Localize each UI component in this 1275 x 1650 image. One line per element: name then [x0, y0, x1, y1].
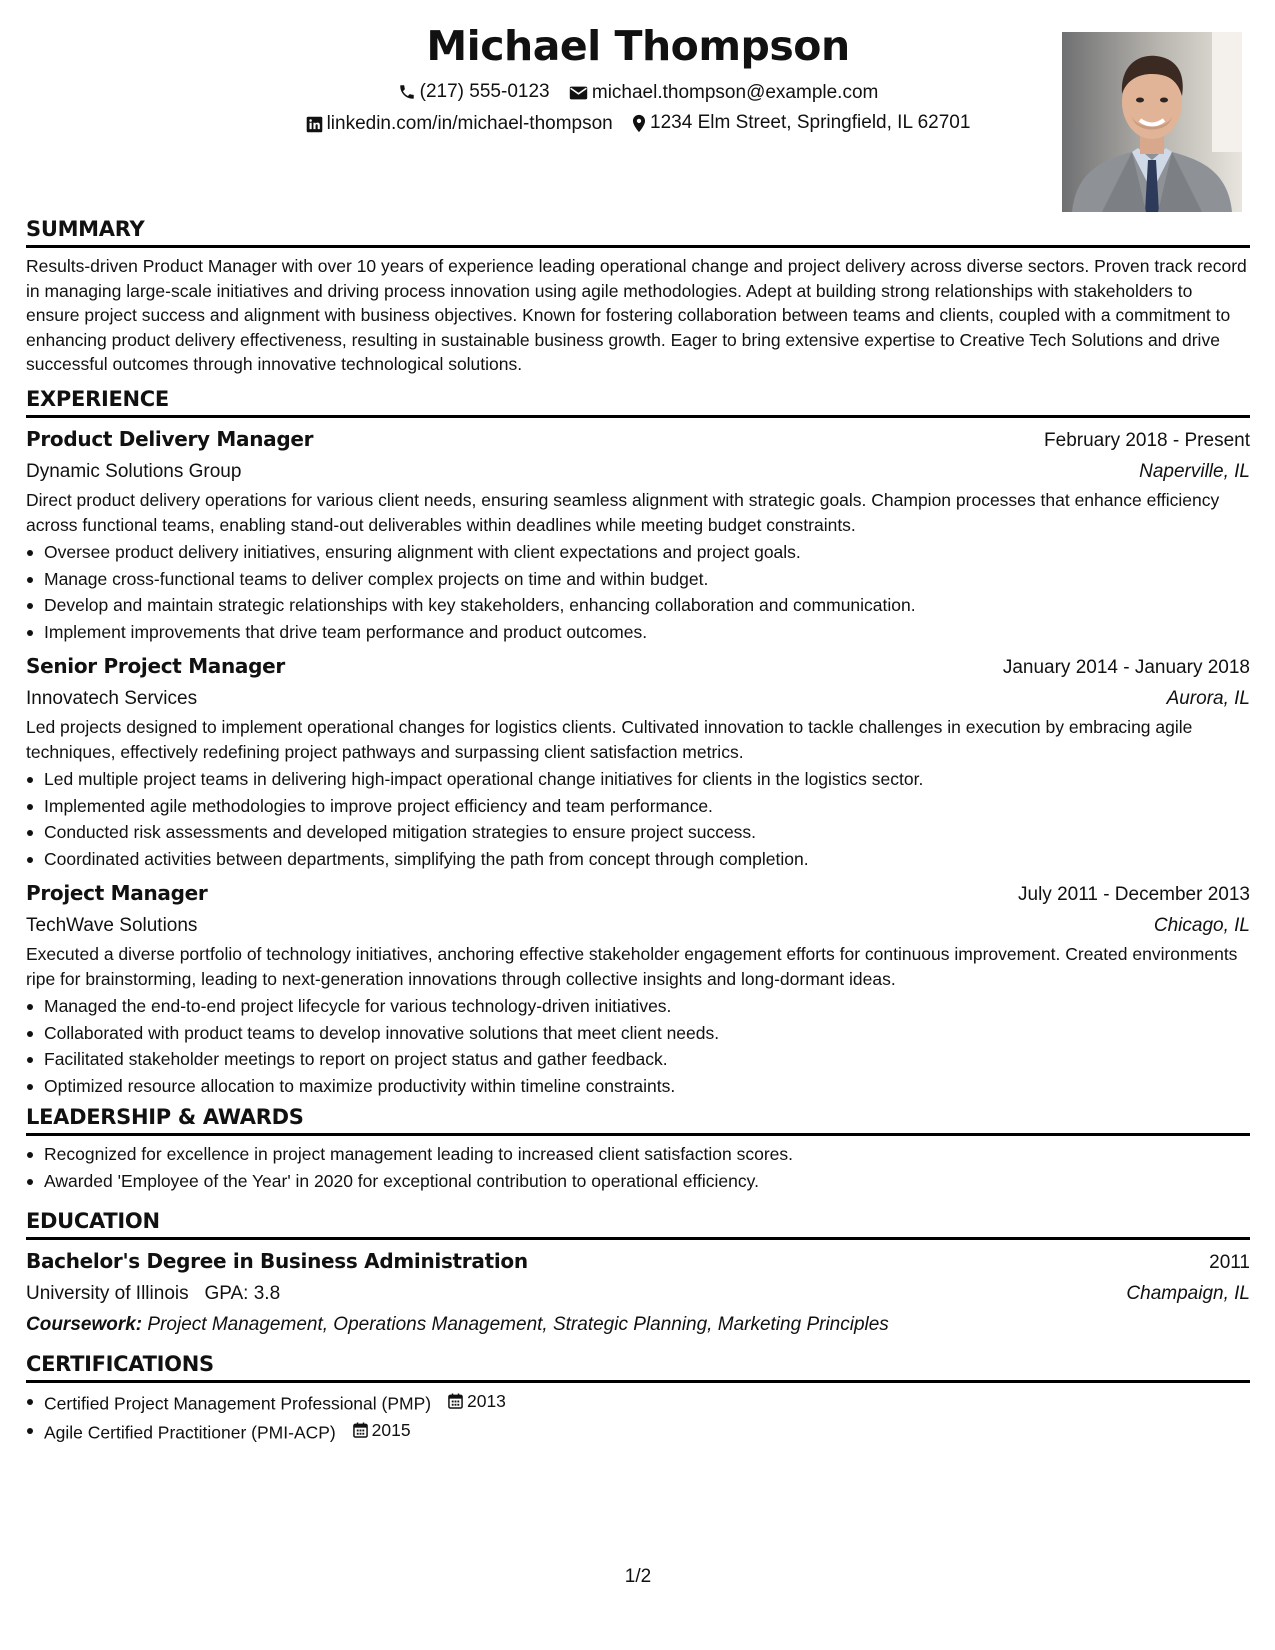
job-bullets [26, 993, 1250, 1099]
list-item [44, 1388, 1250, 1417]
job-title: Senior Project Manager [26, 654, 285, 678]
cert-date [448, 1388, 506, 1415]
job-title: Project Manager [26, 881, 208, 905]
summary-text: Results-driven Product Manager with over 10 years of experience leading operational change and project delivery across diverse sectors. Proven track record in managing large-scale initiatives and driving process innovation using agile methodologies. Adept at building strong relationships with stakeholders to ensure project success and alignment with business objectives. Known for fostering collaboration between teams and clients, coupled with a commitment to enhancing product delivery effectiveness, resulting in sustainable business growth. Eager to bring extensive expertise to Creative Tech Solutions and drive successful outcomes through innovative technological solutions. [26, 256, 1247, 374]
phone-text: (217) 555-0123 [419, 81, 550, 102]
list-item: Collaborated with product teams to develop innovative solutions that meet client needs. [44, 1020, 1250, 1047]
map-pin-icon [632, 114, 646, 133]
school-info [26, 1278, 280, 1310]
cert-name: Certified Project Management Professional (PMP) [44, 1393, 432, 1414]
job-location: Chicago, IL [1153, 915, 1250, 936]
education-header [26, 1246, 1250, 1278]
calendar-icon [353, 1422, 368, 1438]
email-text[interactable]: michael.thompson@example.com [591, 82, 879, 103]
job-entry [26, 424, 1250, 645]
certifications-list [26, 1388, 1250, 1446]
candidate-name: Michael Thompson [426, 22, 850, 70]
cert-name: Agile Certified Practitioner (PMI-ACP) [44, 1422, 336, 1442]
phone-contact [398, 79, 550, 105]
job-header [26, 424, 1250, 456]
cert-year: 2013 [466, 1391, 506, 1411]
linkedin-icon [306, 116, 323, 133]
job-description: Led projects designed to implement operational changes for logistics clients. Cultivated innovation to tackle challenges in execution by embracing agile techniques, effectively redefining project pathways and surpassing client satisfaction metrics. [26, 717, 1193, 762]
address-contact [632, 110, 970, 136]
linkedin-contact[interactable] [306, 111, 613, 137]
job-company: TechWave Solutions [26, 915, 198, 936]
job-bullets [26, 539, 1250, 645]
job-dates: January 2014 - January 2018 [1002, 657, 1250, 678]
gpa: GPA: 3.8 [204, 1283, 281, 1304]
job-entry [26, 878, 1250, 1099]
list-item: Implement improvements that drive team performance and product outcomes. [44, 619, 1250, 646]
school-location: Champaign, IL [1126, 1283, 1250, 1304]
degree-title: Bachelor's Degree in Business Administration [26, 1249, 528, 1273]
profile-photo-image [1062, 32, 1242, 212]
resume-header [26, 0, 1250, 215]
calendar-icon [448, 1393, 463, 1409]
profile-photo [1062, 32, 1242, 212]
job-subheader [26, 683, 1250, 715]
education-subheader [26, 1278, 1250, 1310]
cert-date [353, 1417, 411, 1444]
experience-section [26, 385, 1250, 1099]
address-text: 1234 Elm Street, Springfield, IL 62701 [650, 112, 971, 133]
certifications-heading: CERTIFICATIONS [26, 1350, 1250, 1383]
list-item: Conducted risk assessments and developed mitigation strategies to ensure project success. [44, 819, 1250, 846]
list-item: Awarded 'Employee of the Year' in 2020 for exceptional contribution to operational efficiency. [44, 1168, 1250, 1195]
envelope-icon [569, 85, 588, 101]
linkedin-text[interactable]: linkedin.com/in/michael-thompson [326, 113, 613, 134]
summary-section [26, 215, 1250, 377]
job-description: Executed a diverse portfolio of technology initiatives, anchoring effective stakeholder engagement efforts for continuous improvement. Created environments ripe for brainstorming, leading to next-generation innovations through collective insights and long-dormant ideas. [26, 944, 1238, 989]
education-heading: EDUCATION [26, 1207, 1250, 1240]
list-item [44, 1417, 1250, 1446]
summary-heading: SUMMARY [26, 215, 1250, 248]
job-description: Direct product delivery operations for various client needs, ensuring seamless alignment with strategic goals. Champion processes that enhance efficiency across functional teams, enabling stand-out deliverables within deadlines while meeting budget constraints. [26, 490, 1220, 535]
job-location: Naperville, IL [1139, 461, 1250, 482]
coursework-list: Project Management, Operations Management, Strategic Planning, Marketing Principles [147, 1314, 889, 1335]
awards-list [26, 1141, 1250, 1194]
job-dates: July 2011 - December 2013 [1018, 884, 1250, 905]
job-title: Product Delivery Manager [26, 427, 314, 451]
job-header [26, 651, 1250, 683]
page-number: 1/2 [624, 1566, 652, 1587]
list-item: Recognized for excellence in project management leading to increased client satisfaction scores. [44, 1141, 1250, 1168]
cert-year: 2015 [371, 1419, 411, 1440]
list-item: Oversee product delivery initiatives, ensuring alignment with client expectations and project goals. [44, 539, 1250, 566]
job-bullets [26, 766, 1250, 872]
list-item: Optimized resource allocation to maximize productivity within timeline constraints. [44, 1073, 1250, 1100]
education-section [26, 1207, 1250, 1340]
job-entry [26, 651, 1250, 872]
school-name: University of Illinois [26, 1283, 189, 1304]
coursework [26, 1310, 1250, 1340]
awards-section [26, 1103, 1250, 1194]
email-contact[interactable] [569, 80, 878, 106]
job-company: Dynamic Solutions Group [26, 461, 242, 482]
list-item: Coordinated activities between departments, simplifying the path from concept through completion. [44, 846, 1250, 873]
list-item: Implemented agile methodologies to improve project efficiency and team performance. [44, 793, 1250, 820]
job-location: Aurora, IL [1166, 688, 1250, 709]
coursework-label: Coursework: [26, 1314, 143, 1335]
job-header [26, 878, 1250, 910]
job-company: Innovatech Services [26, 688, 198, 709]
experience-heading: EXPERIENCE [26, 385, 1250, 418]
resume-page [26, 0, 1250, 1650]
list-item: Facilitated stakeholder meetings to report on project status and gather feedback. [44, 1046, 1250, 1073]
awards-heading: LEADERSHIP & AWARDS [26, 1103, 1250, 1136]
phone-icon [398, 83, 416, 101]
certifications-section [26, 1350, 1250, 1446]
list-item: Led multiple project teams in delivering high-impact operational change initiatives for clients in the logistics sector. [44, 766, 1250, 793]
list-item: Develop and maintain strategic relationships with key stakeholders, enhancing collaboration and communication. [44, 592, 1250, 619]
job-subheader [26, 456, 1250, 488]
list-item: Manage cross-functional teams to deliver complex projects on time and within budget. [44, 566, 1250, 593]
job-dates: February 2018 - Present [1044, 430, 1250, 451]
job-subheader [26, 910, 1250, 942]
list-item: Managed the end-to-end project lifecycle for various technology-driven initiatives. [44, 993, 1250, 1020]
graduation-year: 2011 [1209, 1252, 1250, 1273]
